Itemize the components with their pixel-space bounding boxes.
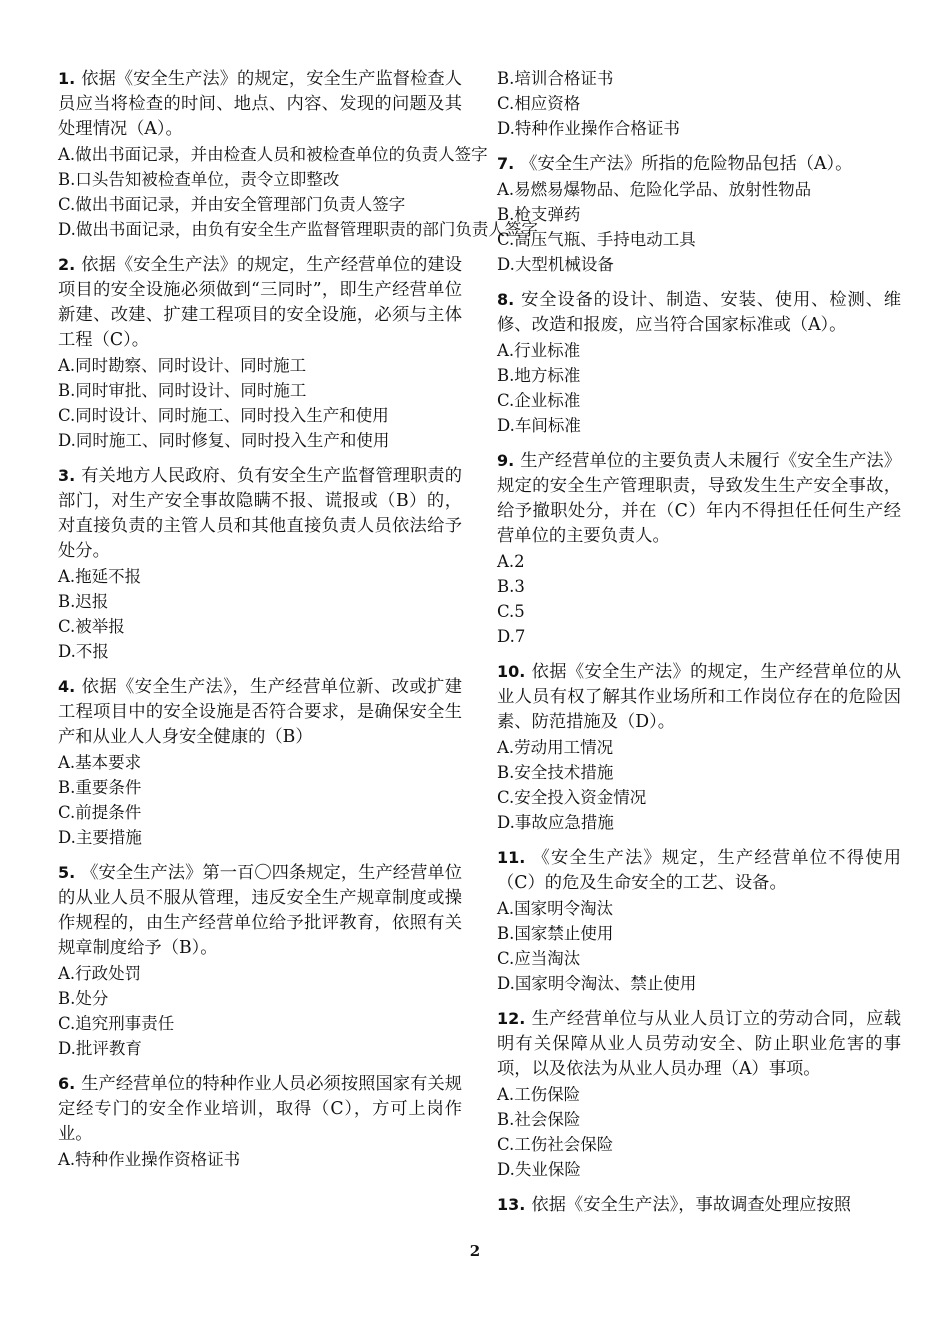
question-text: 依据《安全生产法》，事故调查处理应按照 [531,1195,852,1215]
answer-option: A.行业标准 [497,341,581,360]
answer-option: C.前提条件 [58,803,142,822]
answer-option: C.安全投入资金情况 [497,788,647,807]
question-text: 生产经营单位的特种作业人员必须按照国家有关规定经专门的安全作业培训，取得（C），方可上岗作业。 [58,1074,462,1144]
answer-option: B.重要条件 [58,778,142,797]
question-item [58,860,462,1061]
question-stem [58,674,462,750]
answer-option: B.培训合格证书 [497,69,614,88]
question-number: 8. [497,290,515,309]
answer-option: C.5 [497,602,525,621]
answer-option: A.特种作业操作资格证书 [58,1150,241,1169]
answer-option: D.事故应急措施 [497,813,614,832]
answer-option: C.相应资格 [497,94,581,113]
question-stem [497,448,901,549]
question-text: 依据《安全生产法》的规定，安全生产监督检查人员应当将检查的时间、地点、内容、发现的问题及其处理情况（A）。 [58,69,462,139]
answer-option: A.拖延不报 [58,567,142,586]
question-number: 11. [497,848,526,867]
answer-option: B.安全技术措施 [497,763,614,782]
question-number: 7. [497,154,515,173]
question-stem [497,845,901,896]
question-number: 6. [58,1074,76,1093]
question-item [58,674,462,850]
answer-option: A.同时勘察、同时设计、同时施工 [58,356,307,375]
question-text: 《安全生产法》所指的危险物品包括（A）。 [520,154,853,174]
question-item [497,1192,901,1218]
answer-option: A.国家明令淘汰 [497,899,614,918]
question-stem [58,860,462,961]
answer-option: D.车间标准 [497,416,581,435]
answer-option: D.大型机械设备 [497,255,614,274]
answer-option: C.高压气瓶、手持电动工具 [497,230,696,249]
answer-option: B.处分 [58,989,109,1008]
question-number: 2. [58,255,76,274]
question-item [58,1071,462,1172]
question-number: 10. [497,662,526,681]
question-stem [58,1071,462,1147]
answer-option: D.同时施工、同时修复、同时投入生产和使用 [58,431,390,450]
question-stem [497,1006,901,1082]
question-item [497,287,901,438]
question-stem [497,151,901,177]
question-text: 依据《安全生产法》，生产经营单位新、改或扩建工程项目中的安全设施是否符合要求，是确保安全生产和从业人人身安全健康的（B） [58,677,462,747]
question-text: 安全设备的设计、制造、安装、使用、检测、维修、改造和报废，应当符合国家标准或（A）。 [497,290,901,335]
question-number: 9. [497,451,515,470]
answer-option: C.做出书面记录，并由安全管理部门负责人签字 [58,195,406,214]
answer-option: D.国家明令淘汰、禁止使用 [497,974,697,993]
answer-option: D.做出书面记录，由负有安全生产监督管理职责的部门负责人签字 [58,220,538,239]
question-text: 依据《安全生产法》的规定，生产经营单位的从业人员有权了解其作业场所和工作岗位存在的危险因素、防范措施及（D）。 [497,662,901,732]
page-number: 2 [469,1242,481,1260]
question-item [58,66,538,242]
answer-option: C.同时设计、同时施工、同时投入生产和使用 [58,406,389,425]
answer-option: C.企业标准 [497,391,581,410]
answer-option: B.社会保险 [497,1110,581,1129]
question-item [497,659,901,835]
question-number: 13. [497,1195,526,1214]
answer-option: D.7 [497,627,526,646]
answer-option: C.追究刑事责任 [58,1014,175,1033]
question-text: 有关地方人民政府、负有安全生产监督管理职责的部门，对生产安全事故隐瞒不报、谎报或（B）的，对直接负责的主管人员和其他直接负责人员依法给予处分。 [58,466,462,561]
right-column [497,66,901,1228]
question-number: 12. [497,1009,526,1028]
answer-option: A.劳动用工情况 [497,738,614,757]
question-item [58,252,462,453]
question-item [497,448,901,649]
question-text: 生产经营单位的主要负责人未履行《安全生产法》规定的安全生产管理职责，导致发生生产安全事故，给予撤职处分，并在（C）年内不得担任任何生产经营单位的主要负责人。 [497,451,901,546]
question-text: 生产经营单位与从业人员订立的劳动合同，应载明有关保障从业人员劳动安全、防止职业危害的事项，以及依法为从业人员办理（A）事项。 [497,1009,901,1079]
answer-option: A.行政处罚 [58,964,142,983]
question-stem [58,252,462,353]
answer-option: B.3 [497,577,525,596]
answer-option: C.应当淘汰 [497,949,581,968]
question-item [497,1006,901,1182]
question-number: 5. [58,863,76,882]
question-number: 4. [58,677,76,696]
answer-option: D.失业保险 [497,1160,581,1179]
answer-option: B.地方标准 [497,366,581,385]
answer-option: B.同时审批、同时设计、同时施工 [58,381,307,400]
answer-option: D.特种作业操作合格证书 [497,119,680,138]
continued-options [497,66,901,141]
question-item [497,845,901,996]
answer-option: D.主要措施 [58,828,142,847]
question-stem [58,463,462,564]
answer-option: A.基本要求 [58,753,142,772]
question-number: 1. [58,69,76,88]
answer-option: D.批评教育 [58,1039,142,1058]
answer-option: B.口头告知被检查单位，责令立即整改 [58,170,340,189]
answer-option: A.工伤保险 [497,1085,581,1104]
question-stem [58,66,462,142]
answer-option: A.易燃易爆物品、危险化学品、放射性物品 [497,180,812,199]
question-item [497,151,901,277]
question-number: 3. [58,466,76,485]
answer-option: B.迟报 [58,592,109,611]
question-stem [497,287,901,338]
question-text: 《安全生产法》第一百〇四条规定，生产经营单位的从业人员不服从管理，违反安全生产规章制度或操作规程的，由生产经营单位给予批评教育，依照有关规章制度给予（B）。 [58,863,462,958]
answer-option: B.国家禁止使用 [497,924,614,943]
question-item [58,463,462,664]
question-text: 依据《安全生产法》的规定，生产经营单位的建设项目的安全设施必须做到“三同时”，即生产经营单位新建、改建、扩建工程项目的安全设施，必须与主体工程（C）。 [58,255,462,350]
question-stem [497,1192,901,1218]
answer-option: A.做出书面记录，并由检查人员和被检查单位的负责人签字 [58,145,488,164]
answer-option: D.不报 [58,642,109,661]
question-stem [497,659,901,735]
answer-option: B.枪支弹药 [497,205,581,224]
answer-option: A.2 [497,552,525,571]
question-text: 《安全生产法》规定，生产经营单位不得使用（C）的危及生命安全的工艺、设备。 [497,848,901,893]
answer-option: C.工伤社会保险 [497,1135,614,1154]
answer-option: C.被举报 [58,617,125,636]
